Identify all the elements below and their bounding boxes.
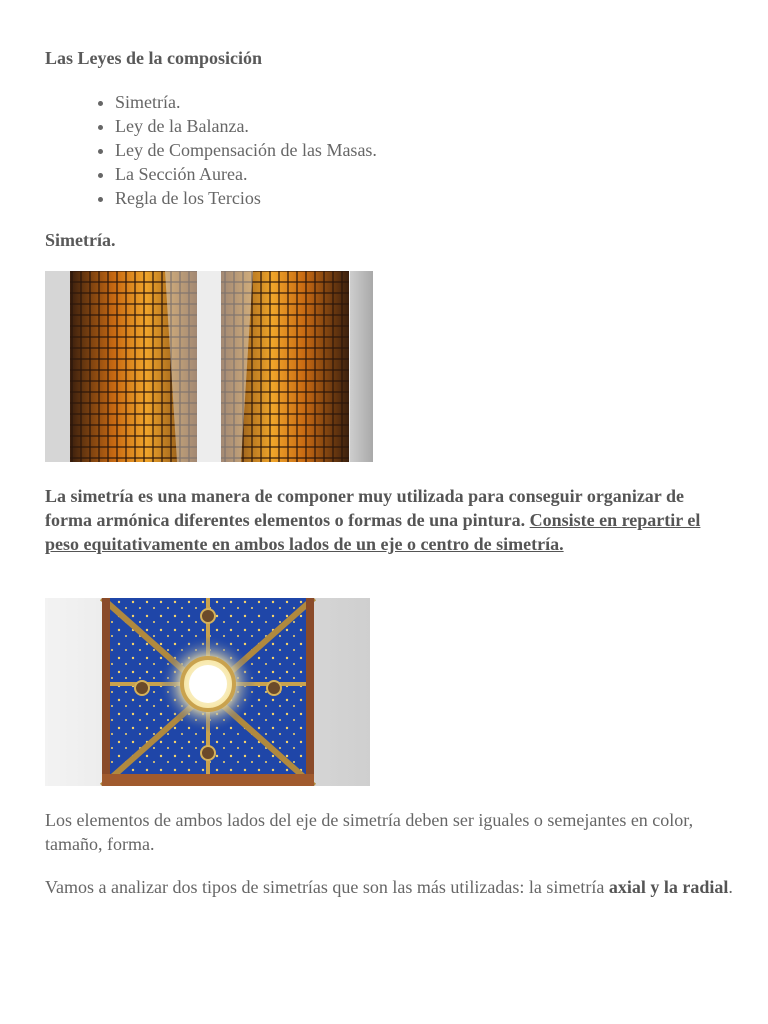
paragraph-intro-text: La simetría es una manera de componer muy utilizada para conseguir organizar de forma armónica diferentes elementos o formas de una pintura. <box>45 486 684 530</box>
ceiling-radial-photo <box>45 598 370 786</box>
paragraph-types <box>45 875 735 899</box>
list-item: • Ley de Compensación de las Masas. <box>115 138 377 162</box>
paragraph-types-end: . <box>728 877 733 897</box>
list-item: • Simetría. <box>115 90 377 114</box>
paragraph-elements: Los elementos de ambos lados del eje de simetría deben ser iguales o semejantes en color, tamaño, forma. <box>45 810 694 854</box>
list-item: • Regla de los Tercios <box>115 186 377 210</box>
laws-list <box>45 90 377 210</box>
paragraph-symmetry-definition <box>45 484 735 556</box>
paragraph-underlined-text: Consiste en repartir el peso equitativamente en ambos lados de un eje o centro de simetría. <box>45 510 701 554</box>
paragraph-types-bold: axial y la radial <box>608 877 729 897</box>
list-item: • La Sección Aurea. <box>115 162 377 186</box>
list-item: • Ley de la Balanza. <box>115 114 377 138</box>
document-heading: Las Leyes de la composición <box>45 48 263 68</box>
paragraph-types-start: Vamos a analizar dos tipos de simetrías que son las más utilizadas: la simetría <box>45 877 609 897</box>
skyscrapers-symmetry-photo <box>45 271 373 462</box>
section-title: Simetría. <box>45 230 116 250</box>
